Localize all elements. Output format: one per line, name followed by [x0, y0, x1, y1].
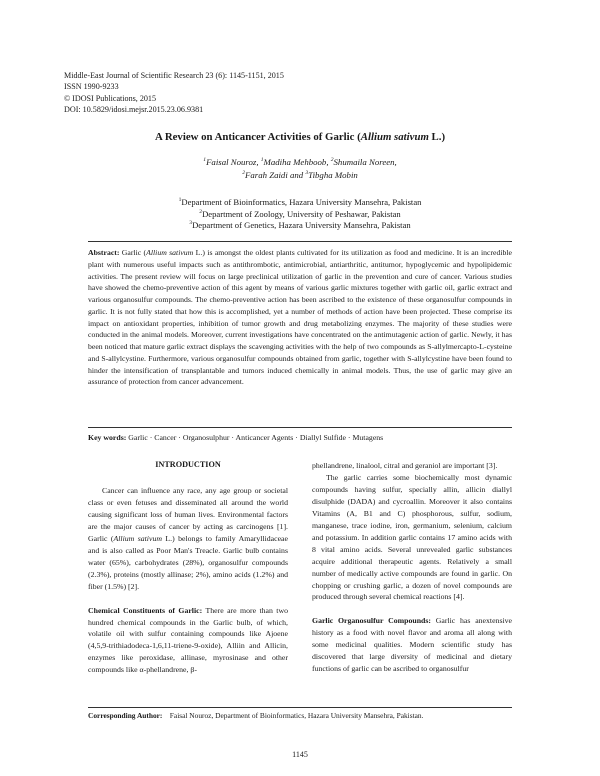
abstract-top-divider	[88, 241, 512, 242]
keywords-label: Key words:	[88, 433, 127, 442]
intro-paragraph: Cancer can influence any race, any age group or societal class or even fetuses and disseminated all around the world causing significant loss of human lives. Environmental factors are the major causes of cancer by acting as carcinogens [1]. Garlic (Allium sativum L.) belongs to family Amaryllidaceae and is also called as Poor Man's Treacle. Garlic bulb contains water (65%), carbohydrates (28%), organosulfur compounds (2.3%), proteins (mostly allinase; 2%), amino acids (1.2%) and fiber (1.5%) [2].	[88, 486, 288, 591]
copyright: © IDOSI Publications, 2015	[64, 93, 157, 103]
abstract-label: Abstract:	[88, 248, 120, 257]
chemical-constituents-heading: Chemical Constituents of Garlic:	[88, 605, 203, 615]
journal-header	[64, 70, 284, 116]
footer-divider	[88, 707, 512, 708]
affiliations	[0, 197, 600, 232]
keywords	[88, 432, 512, 443]
paper-title: A Review on Anticancer Activities of Garlic (Allium sativum L.)	[154, 131, 446, 143]
organosulfur-paragraph: Garlic Organosulfur Compounds: Garlic has anextensive history as a food with novel flavor and aroma all along with some medicinal qualities. Modern scientific study has discovered that large diversity of medicinal and dietary functions of garlic can be ascribed to organosulfur	[312, 616, 513, 674]
abstract-bottom-divider	[88, 427, 512, 428]
journal-citation: Middle-East Journal of Scientific Research 23 (6): 1145-1151, 2015	[64, 71, 284, 80]
affiliation-1: $^1$Department of Bioinformatics, Hazara University Mansehra, Pakistan	[178, 197, 422, 207]
corresponding-label: Corresponding Author:	[88, 711, 163, 720]
left-column	[88, 485, 288, 676]
abstract: Abstract: Garlic (Allium sativum L.) is amongst the oldest plants cultivated for its utilization as food and medicine. It is an incredible plant with numerous useful impacts such as antithrombotic, antimicrobial, antiarthritic, antitumor, hypoglycemic and hypolipidemic activities. The present review will focus on large preclinical utilization of garlic in the prevention and cure of cancer. Various studies have showed the chemo-preventive action of this agent by means of various garlic mixtures together with garlic oil, garlic extract and various organosulfur compounds. The chemo-preventive action has been ascribed to the existence of these organosulfur compounds in garlic. It is not fully stated that how this is accomplished, yet a number of methods of action have been projected. These comprise its impact on antioxidant properties, inhibition of tumor growth and drug metabolizing enzymes. The majority of these studies were conducted in the animal models. Moreover, current investigations have concentrated on the antimutagenic action of garlic. Newly, it has been noticed that mature garlic extract displays the scavenging activities with the help of two compounds as S-allylmercapto-L-cysteine and S-allylcystine. Furthermore, various organosulfur compounds obtained from garlic, together with S-allylcystine have been found to hinder the intensification of transplantable and tumors induced chemically in animal models. Thus, the use of garlic may give an assurance of protection from cancer advancement.	[88, 248, 512, 387]
introduction-heading: INTRODUCTION	[155, 460, 221, 469]
author-3: Shumaila Noreen,	[333, 157, 397, 167]
page-number: 1145	[292, 750, 308, 759]
corresponding-author	[88, 711, 512, 720]
authors: $^1$Faisal Nouroz, $^1$Madiha Mehboob, $^2$Shumaila Noreen, $^2$Farah Zaidi and $^3$Tibgha Mobin	[203, 157, 397, 180]
issn: ISSN 1990-9233	[64, 82, 119, 92]
doi: DOI: 10.5829/idosi.mejsr.2015.23.06.9381	[64, 105, 204, 115]
affiliation-3: $^3$Department of Genetics, Hazara University Mansehra, Pakistan	[189, 220, 411, 231]
author-2: Madiha Mehboob,	[263, 157, 329, 167]
author-5: Tibgha Mobin	[308, 170, 358, 180]
keywords-list: Garlic · Cancer · Organosulphur · Anticancer Agents · Diallyl Sulfide · Mutagens	[126, 433, 384, 442]
title-species: Allium sativum	[360, 131, 429, 143]
author-1: Faisal Nouroz,	[206, 157, 259, 167]
right-column	[312, 460, 512, 675]
right-paragraph-1: phellandrene, linalool, citral and geraniol are important [3].	[312, 461, 498, 470]
author-4: Farah Zaidi	[245, 170, 288, 180]
affiliation-2: $^2$Department of Zoology, University of Peshawar, Pakistan	[199, 208, 401, 219]
organosulfur-heading: Garlic Organosulfur Compounds:	[312, 616, 432, 626]
right-paragraph-2: The garlic carries some biochemically most dynamic compounds having sulfur, specially allin, allicin diallyl disulphide (DADA) and cycroallin. Moreover it also contains Vitamins (A, B1 and C) phosphorous, sulfur, sodium, manganese, trace iodine, iron, germanium, selenium, calcium and potassium. In addition garlic contains 17 amino acids with 8 vital amino acids. Several unrevealed garlic substances acquire additional therapeutic agents. Relatively a small number of medically active compounds are found in garlic. On chopping or crushing garlic, a dozen of novel compounds are produced through several chemical reactions [4].	[312, 472, 512, 602]
corresponding-text: Faisal Nouroz, Department of Bioinformatics, Hazara University Mansehra, Pakistan.	[169, 711, 424, 720]
chemical-constituents-paragraph: Chemical Constituents of Garlic: There are more than two hundred chemical compounds in the Garlic bulb, of which, volatile oil with sulfur containing compounds like Ajoene (4,5,9-trithiadodeca-1,6,11-triene-9-oxide), Alliin and Allicin, enzymes like peroxidase, allinase, myrosinase and other compounds like α-phellandrene, β-	[88, 605, 288, 675]
